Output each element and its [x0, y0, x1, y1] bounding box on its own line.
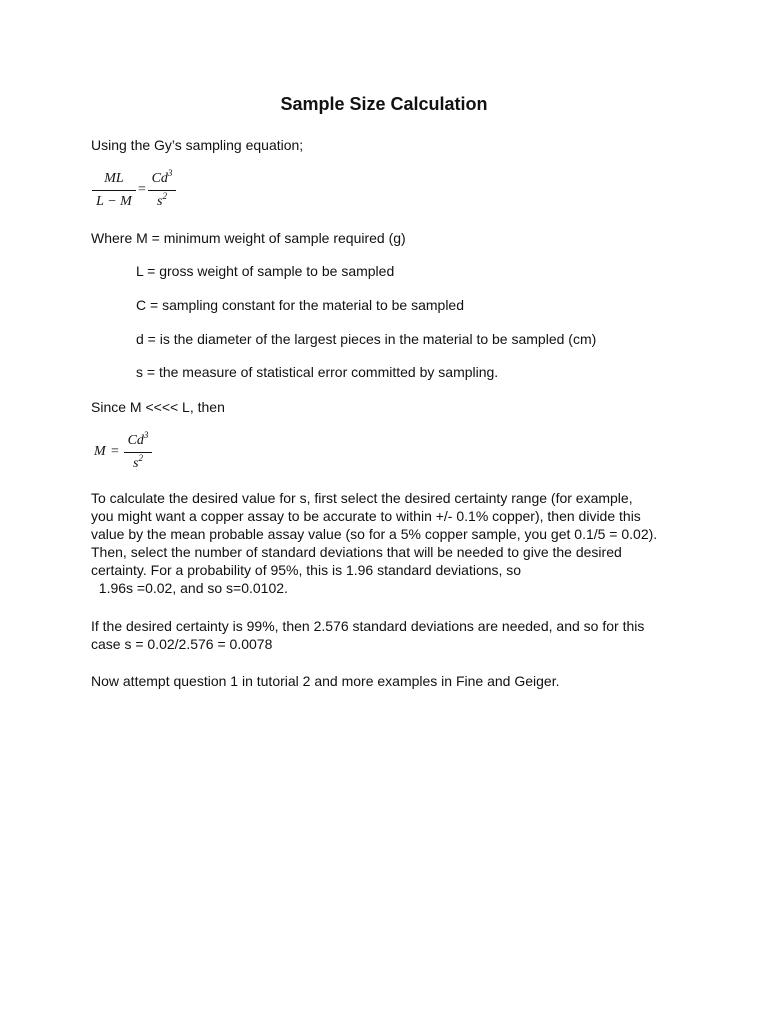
equation-rhs-numerator: Cd$^3$	[151, 168, 173, 186]
definition-c: C = sampling constant for the material to be sampled	[136, 297, 465, 313]
definition-l: L = gross weight of sample to be sampled	[136, 263, 395, 279]
paragraph-line: value by the mean probable assay value (so for a 5% copper sample, you get 0.1/5 = 0.02).	[91, 526, 658, 542]
paragraph-line: certainty. For a probability of 95%, this is 1.96 standard deviations, so	[91, 562, 522, 578]
fraction-bar	[92, 190, 136, 191]
intro-text: Using the Gy’s sampling equation;	[91, 137, 304, 153]
equals-sign: =	[111, 444, 119, 459]
definition-d: d = is the diameter of the largest pieces in the material to be sampled (cm)	[136, 331, 597, 347]
paragraph-line: 1.96s =0.02, and so s=0.0102.	[91, 580, 288, 596]
paragraph-line: you might want a copper assay to be accurate to within +/- 0.1% copper), then divide this	[91, 508, 641, 524]
simplified-equation	[94, 432, 174, 478]
equation-lhs-fraction	[92, 170, 136, 211]
paragraph-99-percent	[91, 617, 681, 653]
paragraph-certainty	[91, 489, 681, 597]
equation2-denominator: $s^2$	[133, 453, 143, 471]
paragraph-line: To calculate the desired value for s, first select the desired certainty range (for example,	[91, 490, 633, 506]
equation-lhs-denominator: L − M	[96, 194, 132, 209]
equation-rhs-fraction	[148, 170, 176, 211]
definition-m: Where M = minimum weight of sample required (g)	[91, 230, 406, 246]
equation-rhs-denominator: $s^2$	[157, 191, 167, 209]
equation2-fraction	[124, 432, 152, 473]
page-title: Sample Size Calculation	[280, 94, 488, 114]
equals-sign: =	[138, 182, 146, 197]
paragraph-line: case s = 0.02/2.576 = 0.0078	[91, 636, 273, 652]
gy-equation	[92, 170, 192, 216]
since-text: Since M <<<< L, then	[91, 399, 225, 415]
paragraph-line: If the desired certainty is 99%, then 2.576 standard deviations are needed, and so for this	[91, 618, 645, 634]
equation-lhs-numerator: ML	[104, 171, 124, 186]
equation2-lhs: M	[94, 444, 106, 459]
definition-s: s = the measure of statistical error committed by sampling.	[136, 364, 499, 380]
closing-text: Now attempt question 1 in tutorial 2 and more examples in Fine and Geiger.	[91, 673, 560, 689]
equation2-numerator: Cd$^3$	[127, 430, 149, 448]
paragraph-line: Then, select the number of standard deviations that will be needed to give the desired	[91, 544, 622, 560]
